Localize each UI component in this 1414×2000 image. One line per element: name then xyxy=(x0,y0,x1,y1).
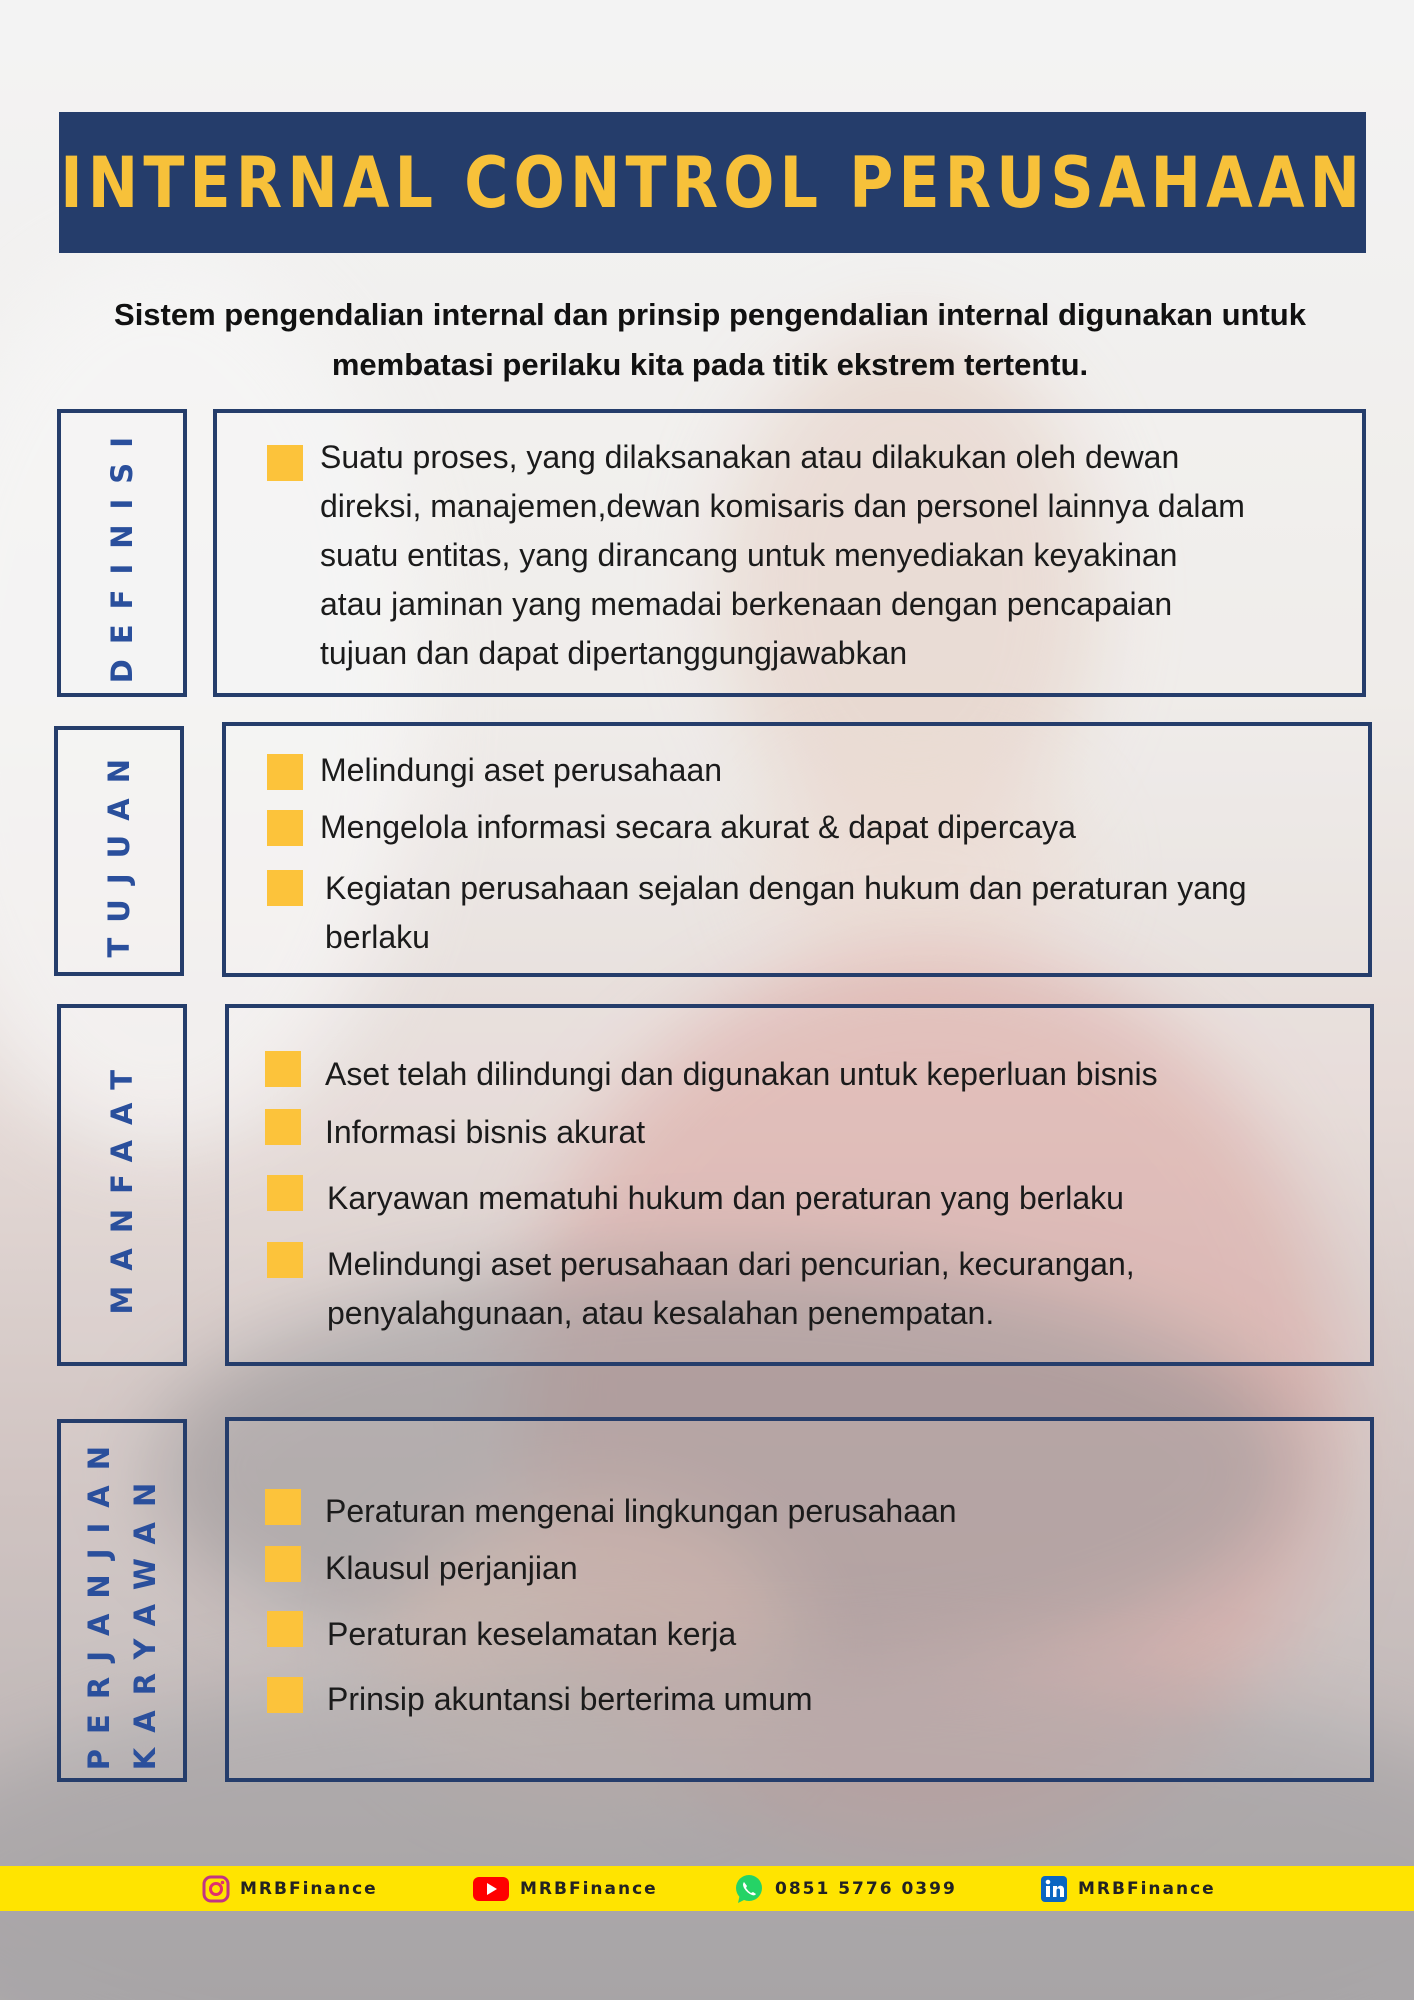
whatsapp-icon xyxy=(733,1873,765,1905)
perjanjian-item: Klausul perjanjian xyxy=(325,1550,578,1586)
bullet-square-icon xyxy=(267,870,303,906)
manfaat-item: Informasi bisnis akurat xyxy=(325,1114,646,1150)
definisi-line: atau jaminan yang memadai berkenaan dengan pencapaian xyxy=(320,586,1173,622)
bullet-square-icon xyxy=(267,1175,303,1211)
manfaat-item-continued: penyalahgunaan, atau kesalahan penempatan. xyxy=(327,1295,995,1331)
linkedin-icon xyxy=(1040,1875,1068,1903)
definisi-label-box xyxy=(57,409,187,697)
definisi-label: DEFINISI xyxy=(105,422,139,684)
youtube-link[interactable] xyxy=(472,1866,658,1911)
youtube-handle: MRBFinance xyxy=(520,1878,658,1899)
linkedin-link[interactable] xyxy=(1040,1866,1216,1911)
definisi-line: suatu entitas, yang dirancang untuk menyediakan keyakinan xyxy=(320,537,1178,573)
tujuan-item-continued: berlaku xyxy=(325,919,430,955)
perjanjian-label-box xyxy=(57,1419,187,1782)
bullet-square-icon xyxy=(267,810,303,846)
perjanjian-item: Peraturan mengenai lingkungan perusahaan xyxy=(325,1493,957,1529)
definisi-content-box xyxy=(213,409,1366,697)
intro-line-1: Sistem pengendalian internal dan prinsip pengendalian internal digunakan untuk xyxy=(114,297,1306,332)
bullet-square-icon xyxy=(267,754,303,790)
definisi-line: direksi, manajemen,dewan komisaris dan personel lainnya dalam xyxy=(320,488,1245,524)
perjanjian-item: Peraturan keselamatan kerja xyxy=(327,1616,737,1652)
perjanjian-item: Prinsip akuntansi berterima umum xyxy=(327,1681,813,1717)
whatsapp-link[interactable] xyxy=(733,1866,957,1911)
bullet-square-icon xyxy=(267,1677,303,1713)
manfaat-item: Melindungi aset perusahaan dari pencurian, kecurangan, xyxy=(327,1246,1135,1282)
tujuan-item: Melindungi aset perusahaan xyxy=(320,752,723,788)
tujuan-item: Mengelola informasi secara akurat & dapat dipercaya xyxy=(320,809,1076,845)
page-title: INTERNAL CONTROL PERUSAHAAN xyxy=(60,141,1365,224)
bullet-square-icon xyxy=(265,1051,301,1087)
tujuan-label: TUJUAN xyxy=(102,744,136,958)
perjanjian-label-line-1: PERJANJIAN xyxy=(82,1430,116,1771)
whatsapp-number: 0851 5776 0399 xyxy=(775,1878,957,1899)
instagram-handle: MRBFinance xyxy=(240,1878,378,1899)
perjanjian-label xyxy=(82,1431,162,1770)
instagram-link[interactable] xyxy=(202,1866,378,1911)
bullet-square-icon xyxy=(265,1546,301,1582)
footer-bar xyxy=(0,1866,1414,1911)
manfaat-item: Karyawan mematuhi hukum dan peraturan yang berlaku xyxy=(327,1180,1124,1216)
bullet-square-icon xyxy=(267,1242,303,1278)
definisi-line: Suatu proses, yang dilaksanakan atau dilakukan oleh dewan xyxy=(320,439,1180,475)
intro-text xyxy=(60,290,1360,390)
instagram-icon xyxy=(202,1875,230,1903)
bullet-square-icon xyxy=(267,445,303,481)
manfaat-label: MANFAAT xyxy=(105,1055,139,1315)
bullet-square-icon xyxy=(267,1611,303,1647)
title-banner xyxy=(59,112,1366,253)
bullet-square-icon xyxy=(265,1489,301,1525)
intro-line-2: membatasi perilaku kita pada titik ekstrem tertentu. xyxy=(331,347,1089,382)
perjanjian-content-box xyxy=(225,1417,1374,1782)
manfaat-item: Aset telah dilindungi dan digunakan untuk keperluan bisnis xyxy=(325,1056,1158,1092)
manfaat-label-box xyxy=(57,1004,187,1366)
perjanjian-label-line-2: KARYAWAN xyxy=(128,1467,162,1771)
youtube-icon xyxy=(472,1875,510,1903)
manfaat-content-box xyxy=(225,1004,1374,1366)
bullet-square-icon xyxy=(265,1109,301,1145)
linkedin-handle: MRBFinance xyxy=(1078,1878,1216,1899)
tujuan-label-box xyxy=(54,726,184,976)
definisi-line: tujuan dan dapat dipertanggungjawabkan xyxy=(320,635,908,671)
tujuan-item: Kegiatan perusahaan sejalan dengan hukum dan peraturan yang xyxy=(325,870,1247,906)
tujuan-content-box xyxy=(222,722,1372,977)
definisi-text xyxy=(320,433,1360,678)
